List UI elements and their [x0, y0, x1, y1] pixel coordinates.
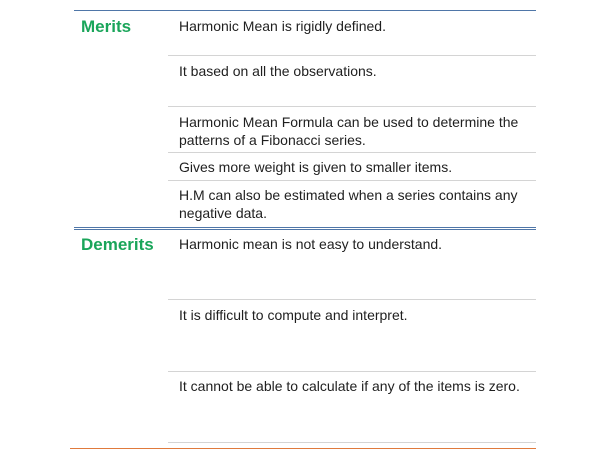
- row-divider: [168, 371, 536, 372]
- merits-item-2: [179, 62, 536, 80]
- row-divider: [168, 152, 536, 153]
- demerits-item-3-text: It cannot be able to calculate if any of the items is zero.: [179, 378, 520, 394]
- merits-item-3: [179, 113, 536, 149]
- demerits-heading: Demerits: [81, 235, 154, 254]
- table-top-rule: [74, 10, 536, 11]
- merits-item-1-text: Harmonic Mean is rigidly defined.: [179, 18, 386, 34]
- row-divider: [168, 106, 536, 107]
- demerits-item-3: [179, 377, 536, 395]
- row-divider: [168, 442, 536, 443]
- merits-item-5-text: H.M can also be estimated when a series contains any negative data.: [179, 187, 518, 221]
- merits-item-2-text: It based on all the observations.: [179, 63, 377, 79]
- table-bottom-rule: [70, 448, 536, 449]
- row-divider: [168, 55, 536, 56]
- section-divider-lower: [74, 229, 536, 230]
- row-divider: [168, 299, 536, 300]
- demerits-item-2-text: It is difficult to compute and interpret.: [179, 307, 408, 323]
- row-divider: [168, 180, 536, 181]
- demerits-item-2: [179, 306, 536, 324]
- merits-item-3-text: Harmonic Mean Formula can be used to determine the patterns of a Fibonacci series.: [179, 114, 519, 148]
- demerits-item-1-text: Harmonic mean is not easy to understand.: [179, 236, 443, 252]
- demerits-item-1: [179, 235, 536, 253]
- merits-item-4: [179, 158, 536, 176]
- merits-item-4-text: Gives more weight is given to smaller items.: [179, 159, 453, 175]
- merits-item-1: [179, 17, 536, 35]
- section-divider-upper: [74, 227, 536, 228]
- merits-item-5: [179, 186, 536, 222]
- merits-heading: Merits: [81, 17, 132, 36]
